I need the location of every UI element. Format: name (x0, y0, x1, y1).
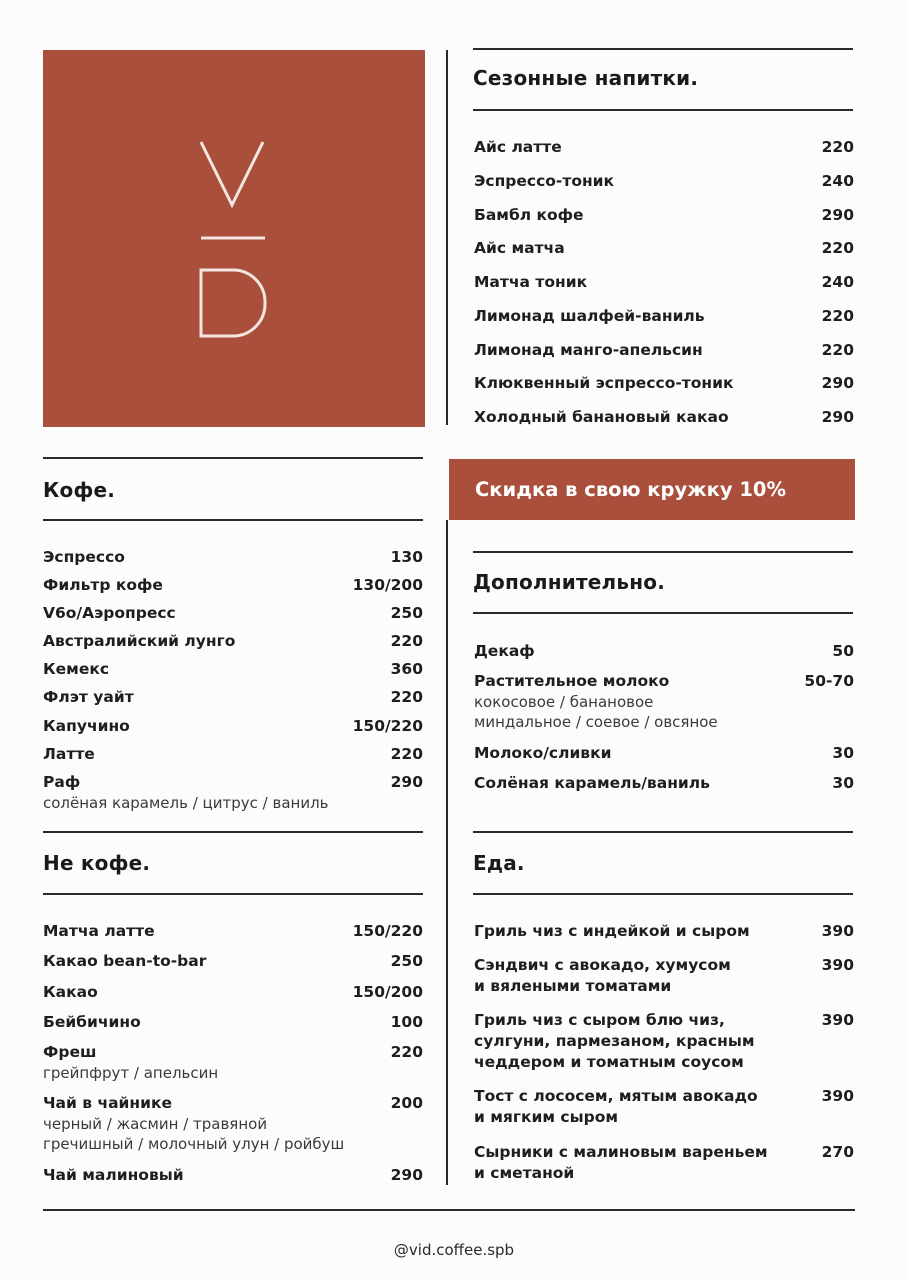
menu-item (43, 631, 423, 652)
item-price: 150/220 (352, 717, 423, 735)
section-title-food: Еда. (473, 851, 525, 875)
item-options: миндальное / соевое / овсяное (474, 713, 718, 731)
item-name-cont: сулгуни, пармезаном, красным (474, 1032, 755, 1050)
item-name: Австралийский лунго (43, 632, 236, 650)
item-name: Гриль чиз с индейкой и сыром (474, 922, 750, 940)
item-name: Бейбичино (43, 1013, 141, 1031)
item-price: 360 (390, 660, 423, 678)
item-price: 220 (390, 745, 423, 763)
item-price: 30 (832, 744, 854, 762)
rule (43, 519, 423, 521)
item-name-cont: и сметаной (474, 1164, 575, 1182)
menu-item (474, 1142, 854, 1184)
menu-item (474, 407, 854, 428)
item-name: Чай малиновый (43, 1166, 184, 1184)
item-name: Какао bean-to-bar (43, 952, 207, 970)
menu-item (43, 744, 423, 765)
item-name: Тост с лососем, мятым авокадо (474, 1087, 758, 1105)
item-price: 150/220 (352, 922, 423, 940)
vid-logo-icon (43, 50, 425, 427)
section-title-not-coffee: Не кофе. (43, 851, 151, 875)
item-name-cont: и мягким сыром (474, 1108, 619, 1126)
item-name: Раф (43, 773, 81, 791)
item-name: Айс латте (474, 138, 562, 156)
item-price: 290 (821, 206, 854, 224)
menu-item (474, 272, 854, 293)
item-price: 220 (821, 307, 854, 325)
item-price: 30 (832, 774, 854, 792)
menu-item (43, 659, 423, 680)
item-price: 220 (390, 688, 423, 706)
menu-item (474, 1010, 854, 1073)
menu-item (43, 1165, 423, 1186)
item-name: Матча тоник (474, 273, 588, 291)
item-price: 220 (390, 632, 423, 650)
item-price: 50 (832, 642, 854, 660)
section-title-coffee: Кофе. (43, 478, 116, 502)
item-price: 270 (821, 1143, 854, 1161)
item-price: 290 (390, 1166, 423, 1184)
rule (473, 109, 853, 111)
item-name: Растительное молоко (474, 672, 670, 690)
item-price: 50-70 (804, 672, 854, 690)
menu-item (43, 716, 423, 737)
rule (43, 893, 423, 895)
item-price: 200 (390, 1094, 423, 1112)
menu-item (474, 773, 854, 794)
item-name: Фреш (43, 1043, 97, 1061)
item-price: 390 (821, 1087, 854, 1105)
item-price: 100 (390, 1013, 423, 1031)
menu-item (43, 1012, 423, 1033)
rule (43, 457, 423, 459)
item-price: 290 (390, 773, 423, 791)
item-price: 150/200 (352, 983, 423, 1001)
item-price: 130 (390, 548, 423, 566)
item-price: 220 (821, 341, 854, 359)
item-name: Лимонад шалфей-ваниль (474, 307, 705, 325)
item-name: Айс матча (474, 239, 565, 257)
item-price: 220 (821, 138, 854, 156)
menu-item (474, 137, 854, 158)
rule (473, 48, 853, 50)
item-name: Кемекс (43, 660, 110, 678)
item-price: 220 (390, 1043, 423, 1061)
rule (473, 831, 853, 833)
item-options: грейпфрут / апельсин (43, 1064, 219, 1082)
item-name: Сырники с малиновым вареньем (474, 1143, 768, 1161)
menu-item (43, 603, 423, 624)
item-name: Холодный банановый какао (474, 408, 729, 426)
menu-item (474, 373, 854, 394)
menu-item (43, 575, 423, 596)
menu-item (474, 671, 854, 732)
menu-item (474, 1086, 854, 1128)
menu-item (43, 687, 423, 708)
menu-item (474, 955, 854, 997)
item-name: Флэт уайт (43, 688, 134, 706)
item-name-cont: и вялеными томатами (474, 977, 672, 995)
item-name: Капучино (43, 717, 130, 735)
item-name: Какао (43, 983, 98, 1001)
menu-item (474, 171, 854, 192)
item-options: солёная карамель / цитрус / ваниль (43, 794, 329, 812)
menu-item (474, 743, 854, 764)
item-name: Лимонад манго-апельсин (474, 341, 703, 359)
discount-banner: Скидка в свою кружку 10% (449, 459, 855, 520)
item-name: Чай в чайнике (43, 1094, 173, 1112)
item-name: Декаф (474, 642, 535, 660)
item-price: 390 (821, 956, 854, 974)
item-name: Латте (43, 745, 95, 763)
item-price: 240 (821, 273, 854, 291)
item-name: Эспрессо-тоник (474, 172, 615, 190)
section-title-seasonal: Сезонные напитки. (473, 66, 699, 90)
menu-item (474, 641, 854, 662)
item-name: Матча латте (43, 922, 155, 940)
rule (473, 551, 853, 553)
logo-block (43, 50, 425, 427)
item-price: 390 (821, 922, 854, 940)
menu-item (43, 1093, 423, 1154)
menu-item (43, 772, 423, 813)
item-name: Солёная карамель/ваниль (474, 774, 710, 792)
menu-item (43, 921, 423, 942)
item-price: 220 (821, 239, 854, 257)
item-name: Сэндвич с авокадо, хумусом (474, 956, 731, 974)
menu-item (474, 340, 854, 361)
menu-item (474, 306, 854, 327)
item-name: V6o/Аэропресс (43, 604, 176, 622)
menu-item (43, 982, 423, 1003)
item-name: Молоко/сливки (474, 744, 612, 762)
item-name: Эспрессо (43, 548, 125, 566)
rule (473, 893, 853, 895)
item-options: кокосовое / банановое (474, 693, 654, 711)
menu-item (43, 1042, 423, 1083)
column-divider-upper (446, 50, 448, 425)
menu-item (43, 951, 423, 972)
item-name-cont: чеддером и томатным соусом (474, 1053, 744, 1071)
section-title-extra: Дополнительно. (473, 570, 665, 594)
menu-item (474, 921, 854, 942)
item-options: гречишный / молочный улун / ройбуш (43, 1135, 345, 1153)
item-price: 250 (390, 952, 423, 970)
menu-item (474, 205, 854, 226)
footer-rule (43, 1209, 855, 1211)
instagram-handle: @vid.coffee.spb (393, 1241, 515, 1259)
item-price: 290 (821, 408, 854, 426)
rule (43, 831, 423, 833)
item-name: Гриль чиз с сыром блю чиз, (474, 1011, 725, 1029)
item-price: 240 (821, 172, 854, 190)
item-price: 290 (821, 374, 854, 392)
item-options: черный / жасмин / травяной (43, 1115, 268, 1133)
item-name: Клюквенный эспрессо-тоник (474, 374, 734, 392)
menu-item (474, 238, 854, 259)
rule (473, 612, 853, 614)
item-price: 130/200 (352, 576, 423, 594)
item-name: Бамбл кофе (474, 206, 584, 224)
item-price: 250 (390, 604, 423, 622)
column-divider (446, 520, 448, 1185)
item-price: 390 (821, 1011, 854, 1029)
item-name: Фильтр кофе (43, 576, 163, 594)
menu-item (43, 547, 423, 568)
